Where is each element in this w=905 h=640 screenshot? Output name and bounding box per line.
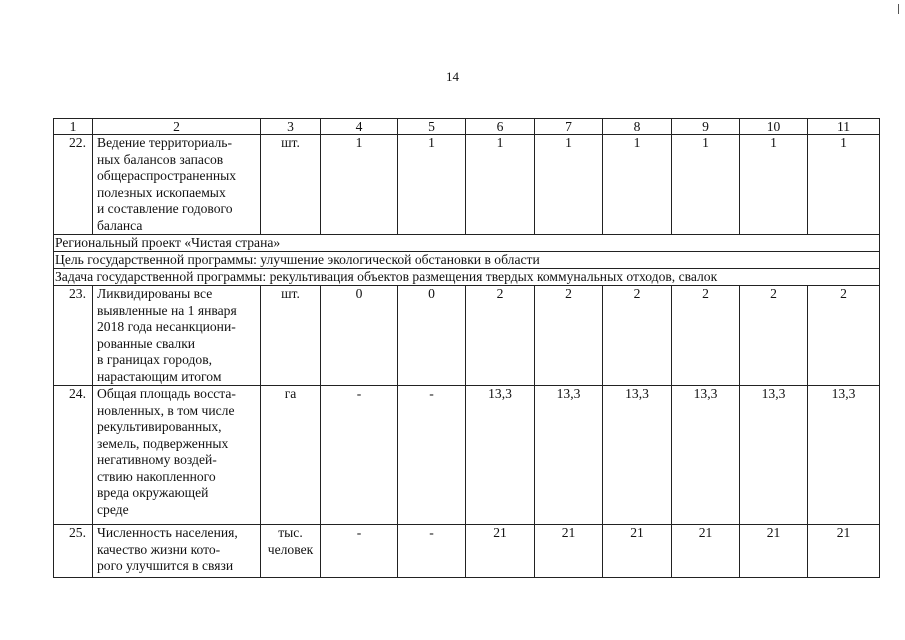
value-cell: 1 <box>535 135 603 235</box>
indicator-name-line: ствию накопленного <box>97 468 216 484</box>
value-cell: 21 <box>672 525 740 578</box>
indicator-name <box>93 286 261 386</box>
indicators-table <box>53 118 880 578</box>
indicator-name-line: Численность населения, <box>97 525 238 540</box>
indicator-name <box>93 135 261 235</box>
value-cell: 0 <box>398 286 466 386</box>
indicator-name-line: нарастающим итогом <box>97 368 222 384</box>
value-cell: 13,3 <box>466 386 535 525</box>
value-cell: 2 <box>740 286 808 386</box>
unit-text: га <box>284 386 297 401</box>
column-header: 5 <box>398 119 466 135</box>
value-cell: 13,3 <box>603 386 672 525</box>
section-program-task: Задача государственной программы: рекультивация объектов размещения твердых коммунальных отходов, свалок <box>54 269 880 286</box>
table-row <box>54 286 880 386</box>
column-header: 11 <box>808 119 880 135</box>
indicator-name <box>93 525 261 578</box>
value-cell: 1 <box>740 135 808 235</box>
indicator-name-line: Ведение территориаль- <box>97 135 232 150</box>
unit-text: шт. <box>281 286 300 301</box>
value-cell: - <box>321 386 398 525</box>
indicator-name-line: общераспространенных <box>97 168 237 183</box>
value-cell: 1 <box>321 135 398 235</box>
value-cell: 13,3 <box>535 386 603 525</box>
value-cell: 13,3 <box>672 386 740 525</box>
table-row <box>54 525 880 578</box>
unit-cell <box>261 386 321 525</box>
column-number-row <box>54 119 880 135</box>
indicator-name-line: и составление годового <box>97 201 233 216</box>
indicator-name-line: ных балансов запасов <box>97 151 224 167</box>
section-row <box>54 269 880 286</box>
column-header: 6 <box>466 119 535 135</box>
indicator-name-line: баланса <box>97 217 143 233</box>
indicator-name-line: вреда окружающей <box>97 485 209 500</box>
value-cell: 2 <box>535 286 603 386</box>
indicator-name-line: негативному воздей- <box>97 452 217 467</box>
indicator-name-line: земель, подверженных <box>97 435 229 451</box>
column-header: 1 <box>54 119 93 135</box>
value-cell: 21 <box>466 525 535 578</box>
indicator-name-line: среде <box>97 501 129 517</box>
row-number: 23. <box>54 286 93 386</box>
indicator-name-line: выявленные на 1 января <box>97 302 237 318</box>
value-cell: 21 <box>808 525 880 578</box>
scan-mark <box>898 4 899 14</box>
indicator-name-line: рованные свалки <box>97 335 196 351</box>
indicator-name-line: рого улучшится в связи <box>97 558 234 573</box>
unit-text: человек <box>267 541 314 557</box>
unit-text: шт. <box>281 135 300 150</box>
value-cell: - <box>398 525 466 578</box>
column-header: 8 <box>603 119 672 135</box>
value-cell: - <box>321 525 398 578</box>
indicator-name-line: 2018 года несанкциони- <box>97 319 236 334</box>
unit-text: тыс. <box>278 525 303 540</box>
value-cell: 2 <box>672 286 740 386</box>
table-row <box>54 135 880 235</box>
indicator-name-line: рекультивированных, <box>97 419 222 434</box>
column-header: 9 <box>672 119 740 135</box>
table-row <box>54 386 880 525</box>
value-cell: 21 <box>740 525 808 578</box>
indicator-name-line: качество жизни кото- <box>97 541 221 557</box>
value-cell: 1 <box>466 135 535 235</box>
unit-cell <box>261 135 321 235</box>
value-cell: 1 <box>672 135 740 235</box>
value-cell: 1 <box>398 135 466 235</box>
value-cell: 13,3 <box>808 386 880 525</box>
column-header: 3 <box>261 119 321 135</box>
unit-cell <box>261 525 321 578</box>
indicator-name <box>93 386 261 525</box>
indicator-name-line: Общая площадь восста- <box>97 386 236 401</box>
value-cell: 2 <box>466 286 535 386</box>
row-number: 22. <box>54 135 93 235</box>
column-header: 2 <box>93 119 261 135</box>
section-regional-project: Региональный проект «Чистая страна» <box>54 235 880 252</box>
row-number: 24. <box>54 386 93 525</box>
column-header: 10 <box>740 119 808 135</box>
column-header: 4 <box>321 119 398 135</box>
section-row <box>54 235 880 252</box>
value-cell: 0 <box>321 286 398 386</box>
unit-cell <box>261 286 321 386</box>
column-header: 7 <box>535 119 603 135</box>
page-number: 14 <box>446 69 459 84</box>
value-cell: 13,3 <box>740 386 808 525</box>
value-cell: 1 <box>808 135 880 235</box>
indicator-name-line: в границах городов, <box>97 352 213 367</box>
section-row <box>54 252 880 269</box>
section-program-goal: Цель государственной программы: улучшение экологической обстановки в области <box>54 252 880 269</box>
value-cell: 2 <box>603 286 672 386</box>
value-cell: - <box>398 386 466 525</box>
indicator-name-line: Ликвидированы все <box>97 286 213 301</box>
value-cell: 21 <box>603 525 672 578</box>
value-cell: 21 <box>535 525 603 578</box>
value-cell: 1 <box>603 135 672 235</box>
indicator-name-line: новленных, в том числе <box>97 402 235 418</box>
indicator-name-line: полезных ископаемых <box>97 184 226 200</box>
row-number: 25. <box>54 525 93 578</box>
value-cell: 2 <box>808 286 880 386</box>
